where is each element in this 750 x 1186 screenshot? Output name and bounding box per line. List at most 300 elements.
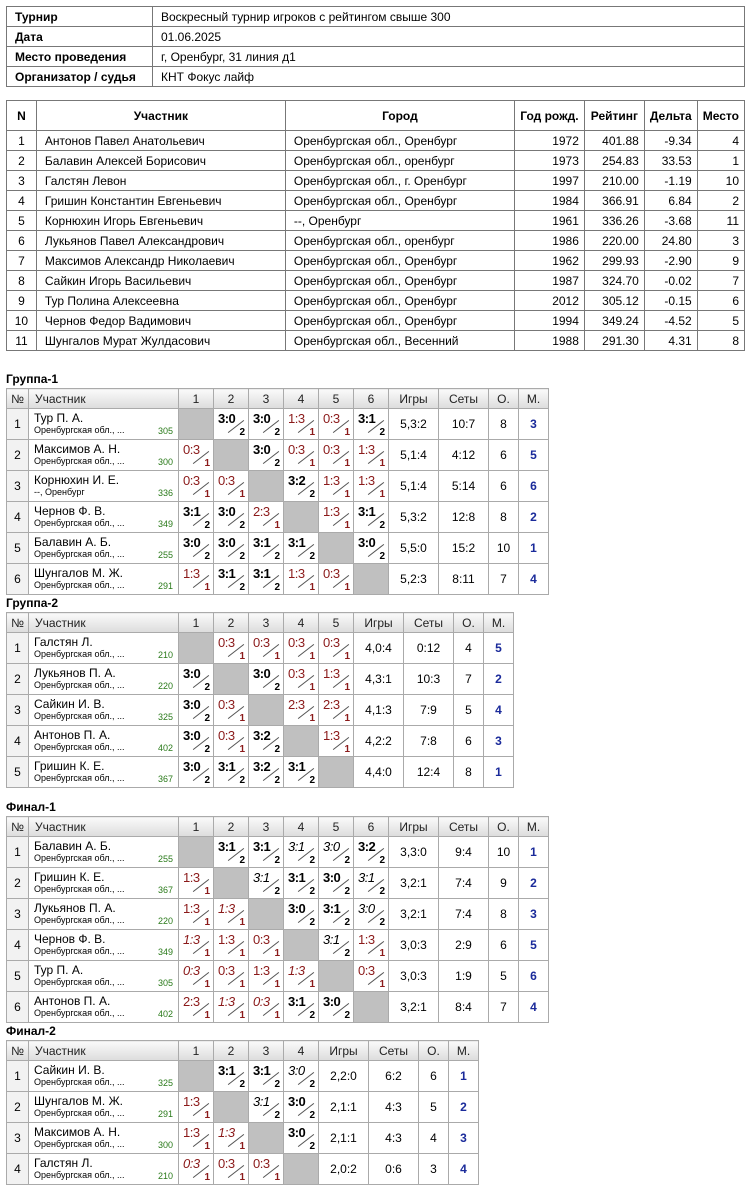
match-result (179, 961, 213, 991)
player-city: Оренбургская обл., ... (34, 1170, 125, 1180)
match-points: 2 (309, 489, 315, 500)
participants-header-cell: Город (285, 101, 514, 131)
participant-cell: -4.52 (644, 311, 697, 331)
match-result-cell (179, 1092, 214, 1123)
self-cell (214, 440, 249, 471)
place-cell: 2 (519, 502, 549, 533)
info-value: 01.06.2025 (153, 27, 745, 47)
match-result-cell (249, 409, 284, 440)
player-name: Лукьянов П. А. (34, 666, 116, 680)
match-points: 2 (344, 886, 350, 897)
points-cell: 8 (489, 899, 519, 930)
participant-row (7, 231, 745, 251)
match-result-cell (249, 930, 284, 961)
participant-cell: 10 (697, 171, 744, 191)
match-result (249, 502, 283, 532)
match-result-cell (284, 961, 319, 992)
match-score: 3:2 (253, 759, 271, 774)
match-points: 1 (344, 489, 350, 500)
participant-cell: -3.68 (644, 211, 697, 231)
participants-header-cell: N (7, 101, 37, 131)
match-score: 2:3 (288, 697, 305, 712)
match-result-cell (354, 533, 389, 564)
match-points: 1 (239, 1141, 245, 1152)
header-sets: Сеты (369, 1041, 419, 1061)
match-points: 2 (239, 1079, 245, 1090)
match-result (214, 533, 248, 563)
match-result (249, 409, 283, 439)
place-cell: 5 (484, 633, 514, 664)
match-result-cell (179, 1154, 214, 1185)
header-player: Участник (29, 613, 179, 633)
match-points: 2 (379, 551, 385, 562)
match-result (214, 992, 248, 1022)
match-result-cell (179, 695, 214, 726)
match-result (319, 502, 353, 532)
participant-cell: Оренбургская обл., оренбург (285, 231, 514, 251)
match-points: 2 (239, 520, 245, 531)
match-result (179, 1154, 213, 1184)
group-row (7, 471, 549, 502)
match-points: 2 (274, 886, 280, 897)
match-result-cell (354, 868, 389, 899)
match-result-cell (354, 930, 389, 961)
match-points: 2 (274, 1110, 280, 1121)
row-number: 4 (7, 502, 29, 533)
match-result-cell (214, 502, 249, 533)
match-result-cell (319, 564, 354, 595)
match-result-cell (179, 726, 214, 757)
participant-cell: 2 (7, 151, 37, 171)
match-result-cell (214, 837, 249, 868)
participant-cell: Чернов Федор Вадимович (36, 311, 285, 331)
match-result (179, 899, 213, 929)
match-points: 2 (239, 855, 245, 866)
participant-cell: Шунгалов Мурат Жулдасович (36, 331, 285, 351)
player-city: Оренбургская обл., ... (34, 1008, 125, 1018)
match-result (319, 664, 353, 694)
group-row (7, 1061, 479, 1092)
match-result (179, 502, 213, 532)
player-cell (29, 633, 179, 664)
match-points: 2 (204, 682, 210, 693)
match-points: 2 (379, 520, 385, 531)
match-result-cell (249, 992, 284, 1023)
match-score: 0:3 (183, 473, 200, 488)
match-result-cell (214, 409, 249, 440)
match-result-cell (214, 726, 249, 757)
place-cell: 5 (519, 440, 549, 471)
participant-cell: 11 (7, 331, 37, 351)
group-header-row (7, 817, 549, 837)
place-cell: 4 (519, 564, 549, 595)
match-result (179, 1092, 213, 1122)
match-points: 2 (204, 551, 210, 562)
match-result-cell (249, 1061, 284, 1092)
participant-row (7, 191, 745, 211)
games-cell: 3,2:1 (389, 868, 439, 899)
match-result-cell (284, 992, 319, 1023)
match-result-cell (284, 1123, 319, 1154)
match-score: 3:0 (358, 535, 376, 550)
participant-cell: 33.53 (644, 151, 697, 171)
match-result-cell (249, 726, 284, 757)
match-score: 0:3 (253, 635, 270, 650)
info-row (7, 47, 745, 67)
match-points: 2 (239, 551, 245, 562)
match-result-cell (319, 440, 354, 471)
match-points: 2 (204, 520, 210, 531)
match-score: 3:0 (288, 901, 306, 916)
match-score: 3:0 (218, 504, 236, 519)
match-result (319, 695, 353, 725)
header-opponent-num: 4 (284, 817, 319, 837)
match-result-cell (284, 899, 319, 930)
match-points: 1 (344, 458, 350, 469)
info-value: Воскресный турнир игроков с рейтингом свыше 300 (153, 7, 745, 27)
player-city: Оренбургская обл., ... (34, 773, 125, 783)
match-score: 0:3 (218, 697, 235, 712)
match-score: 3:0 (323, 839, 340, 854)
row-number: 4 (7, 726, 29, 757)
match-points: 1 (204, 1110, 210, 1121)
match-points: 1 (309, 682, 315, 693)
player-cell (29, 726, 179, 757)
match-result-cell (354, 837, 389, 868)
row-number: 1 (7, 1061, 29, 1092)
match-result (354, 440, 388, 470)
match-result-cell (249, 564, 284, 595)
player-rating: 325 (157, 1078, 173, 1088)
match-result-cell (249, 440, 284, 471)
match-result (179, 930, 213, 960)
participant-cell: -1.19 (644, 171, 697, 191)
match-points: 1 (344, 427, 350, 438)
match-result (284, 633, 318, 663)
participant-cell: 349.24 (584, 311, 644, 331)
match-result-cell (249, 868, 284, 899)
match-score: 0:3 (183, 963, 200, 978)
match-score: 3:1 (323, 901, 341, 916)
match-result (249, 868, 283, 898)
participant-cell: 1973 (514, 151, 584, 171)
player-rating: 325 (157, 712, 173, 722)
match-result-cell (214, 695, 249, 726)
player-name: Лукьянов П. А. (34, 901, 116, 915)
match-score: 3:1 (358, 870, 375, 885)
header-place: М. (449, 1041, 479, 1061)
match-score: 0:3 (323, 411, 340, 426)
match-result (319, 930, 353, 960)
match-result-cell (214, 1061, 249, 1092)
match-result-cell (179, 930, 214, 961)
sets-cell: 5:14 (439, 471, 489, 502)
player-cell (29, 757, 179, 788)
match-points: 1 (204, 489, 210, 500)
info-row (7, 27, 745, 47)
player-city: Оренбургская обл., ... (34, 742, 125, 752)
match-points: 1 (274, 520, 280, 531)
match-result-cell (284, 1092, 319, 1123)
player-rating: 210 (157, 650, 173, 660)
points-cell: 7 (489, 992, 519, 1023)
match-points: 1 (204, 917, 210, 928)
points-cell: 6 (489, 930, 519, 961)
match-score: 0:3 (218, 963, 235, 978)
self-cell (319, 533, 354, 564)
player-name: Сайкин И. В. (34, 697, 105, 711)
row-number: 3 (7, 695, 29, 726)
match-score: 3:1 (253, 839, 271, 854)
participant-cell: Оренбургская обл., Оренбург (285, 251, 514, 271)
participant-cell: Оренбургская обл., Оренбург (285, 291, 514, 311)
group-title: Финал-1 (6, 800, 56, 814)
row-number: 2 (7, 664, 29, 695)
match-score: 1:3 (323, 504, 340, 519)
match-points: 2 (274, 427, 280, 438)
match-score: 0:3 (253, 994, 270, 1009)
match-score: 1:3 (358, 473, 375, 488)
match-result-cell (249, 837, 284, 868)
match-points: 1 (309, 427, 315, 438)
match-score: 0:3 (288, 442, 305, 457)
sets-cell: 4:12 (439, 440, 489, 471)
header-opponent-num: 1 (179, 1041, 214, 1061)
header-opponent-num: 6 (354, 389, 389, 409)
player-cell (29, 1092, 179, 1123)
self-cell (179, 1061, 214, 1092)
match-result-cell (354, 502, 389, 533)
match-score: 3:1 (218, 839, 236, 854)
match-result (319, 409, 353, 439)
match-score: 3:1 (218, 1063, 236, 1078)
row-number: 2 (7, 440, 29, 471)
match-score: 0:3 (253, 1156, 270, 1171)
match-result (249, 726, 283, 756)
header-num: № (7, 613, 29, 633)
match-result-cell (214, 930, 249, 961)
match-points: 1 (344, 744, 350, 755)
games-cell: 2,1:1 (319, 1092, 369, 1123)
player-rating: 210 (157, 1171, 173, 1181)
match-result (249, 533, 283, 563)
self-cell (319, 757, 354, 788)
participant-cell: Оренбургская обл., Оренбург (285, 271, 514, 291)
participant-cell: Оренбургская обл., оренбург (285, 151, 514, 171)
participant-row (7, 251, 745, 271)
games-cell: 3,0:3 (389, 930, 439, 961)
participant-cell: 9 (7, 291, 37, 311)
header-opponent-num: 3 (249, 1041, 284, 1061)
group-row (7, 961, 549, 992)
points-cell: 5 (489, 961, 519, 992)
self-cell (354, 992, 389, 1023)
match-result-cell (179, 961, 214, 992)
group-table (6, 388, 549, 595)
match-result-cell (179, 868, 214, 899)
player-rating: 220 (157, 681, 173, 691)
participant-cell: --, Оренбург (285, 211, 514, 231)
group-table (6, 612, 514, 788)
participant-cell: 1962 (514, 251, 584, 271)
match-result (354, 533, 388, 563)
match-score: 3:1 (358, 504, 376, 519)
header-num: № (7, 817, 29, 837)
place-cell: 1 (484, 757, 514, 788)
match-result (249, 992, 283, 1022)
match-result (214, 757, 248, 787)
participant-cell: 11 (697, 211, 744, 231)
match-result-cell (214, 1154, 249, 1185)
match-points: 1 (309, 979, 315, 990)
player-city: Оренбургская обл., ... (34, 580, 125, 590)
match-points: 1 (309, 713, 315, 724)
player-rating: 402 (157, 743, 173, 753)
match-result-cell (284, 837, 319, 868)
match-score: 1:3 (358, 442, 375, 457)
match-result (179, 533, 213, 563)
match-result (179, 440, 213, 470)
games-cell: 4,4:0 (354, 757, 404, 788)
participant-cell: 324.70 (584, 271, 644, 291)
match-result-cell (214, 471, 249, 502)
row-number: 1 (7, 633, 29, 664)
player-city: Оренбургская обл., ... (34, 518, 125, 528)
match-points: 1 (204, 1010, 210, 1021)
match-result (249, 757, 283, 787)
player-city: Оренбургская обл., ... (34, 853, 125, 863)
match-score: 3:0 (183, 535, 201, 550)
player-city: Оренбургская обл., ... (34, 649, 125, 659)
participant-cell: 24.80 (644, 231, 697, 251)
header-player: Участник (29, 1041, 179, 1061)
participant-cell: -0.15 (644, 291, 697, 311)
match-result (249, 664, 283, 694)
place-cell: 3 (449, 1123, 479, 1154)
row-number: 5 (7, 533, 29, 564)
group-table (6, 1040, 479, 1185)
match-result-cell (179, 502, 214, 533)
match-points: 1 (204, 886, 210, 897)
games-cell: 5,3:2 (389, 409, 439, 440)
match-score: 1:3 (183, 566, 200, 581)
header-pts: О. (419, 1041, 449, 1061)
match-score: 0:3 (218, 1156, 235, 1171)
match-score: 0:3 (183, 1156, 200, 1171)
participant-cell: 401.88 (584, 131, 644, 151)
match-points: 1 (204, 458, 210, 469)
match-points: 1 (204, 979, 210, 990)
match-result (319, 471, 353, 501)
player-cell (29, 564, 179, 595)
match-result (284, 440, 318, 470)
match-points: 2 (274, 744, 280, 755)
group-header-row (7, 389, 549, 409)
participant-cell: -0.02 (644, 271, 697, 291)
match-points: 2 (239, 582, 245, 593)
player-name: Шунгалов М. Ж. (34, 1094, 124, 1108)
match-result-cell (249, 1154, 284, 1185)
group-row (7, 837, 549, 868)
participant-cell: 1961 (514, 211, 584, 231)
participant-cell: 1972 (514, 131, 584, 151)
group-row (7, 1154, 479, 1185)
match-points: 2 (274, 458, 280, 469)
match-points: 2 (274, 775, 280, 786)
match-result-cell (214, 992, 249, 1023)
match-result (249, 1092, 283, 1122)
sets-cell: 10:7 (439, 409, 489, 440)
match-result (179, 726, 213, 756)
sets-cell: 7:4 (439, 868, 489, 899)
match-result-cell (319, 726, 354, 757)
header-games: Игры (389, 389, 439, 409)
match-score: 1:3 (253, 963, 270, 978)
points-cell: 6 (419, 1061, 449, 1092)
sets-cell: 4:3 (369, 1092, 419, 1123)
games-cell: 3,2:1 (389, 899, 439, 930)
player-rating: 300 (157, 457, 173, 467)
self-cell (249, 471, 284, 502)
header-opponent-num: 2 (214, 389, 249, 409)
participant-cell: 1 (7, 131, 37, 151)
match-result (214, 1123, 248, 1153)
match-score: 3:1 (288, 870, 306, 885)
participants-header-cell: Место (697, 101, 744, 131)
match-points: 2 (379, 886, 385, 897)
match-result-cell (319, 992, 354, 1023)
group-header-row (7, 1041, 479, 1061)
group-row (7, 1123, 479, 1154)
match-points: 2 (379, 427, 385, 438)
participant-cell: -9.34 (644, 131, 697, 151)
points-cell: 10 (489, 533, 519, 564)
player-name: Гришин К. Е. (34, 759, 105, 773)
participant-cell: Корнюхин Игорь Евгеньевич (36, 211, 285, 231)
header-games: Игры (389, 817, 439, 837)
participant-cell: -2.90 (644, 251, 697, 271)
participant-cell: 210.00 (584, 171, 644, 191)
player-name: Сайкин И. В. (34, 1063, 105, 1077)
self-cell (284, 930, 319, 961)
place-cell: 6 (519, 471, 549, 502)
match-result-cell (354, 409, 389, 440)
self-cell (214, 1092, 249, 1123)
match-points: 2 (379, 855, 385, 866)
player-cell (29, 471, 179, 502)
header-opponent-num: 1 (179, 817, 214, 837)
player-rating: 349 (157, 947, 173, 957)
match-result (284, 868, 318, 898)
row-number: 3 (7, 471, 29, 502)
player-city: Оренбургская обл., ... (34, 946, 125, 956)
match-score: 3:1 (218, 759, 236, 774)
match-result (179, 695, 213, 725)
match-result-cell (249, 664, 284, 695)
participants-header-cell: Год рожд. (514, 101, 584, 131)
match-result (319, 726, 353, 756)
player-name: Тур П. А. (34, 411, 84, 425)
match-result (284, 757, 318, 787)
player-city: Оренбургская обл., ... (34, 680, 125, 690)
place-cell: 2 (449, 1092, 479, 1123)
match-result-cell (249, 961, 284, 992)
header-opponent-num: 4 (284, 389, 319, 409)
match-result-cell (354, 471, 389, 502)
sets-cell: 15:2 (439, 533, 489, 564)
match-score: 3:1 (253, 535, 271, 550)
header-player: Участник (29, 817, 179, 837)
